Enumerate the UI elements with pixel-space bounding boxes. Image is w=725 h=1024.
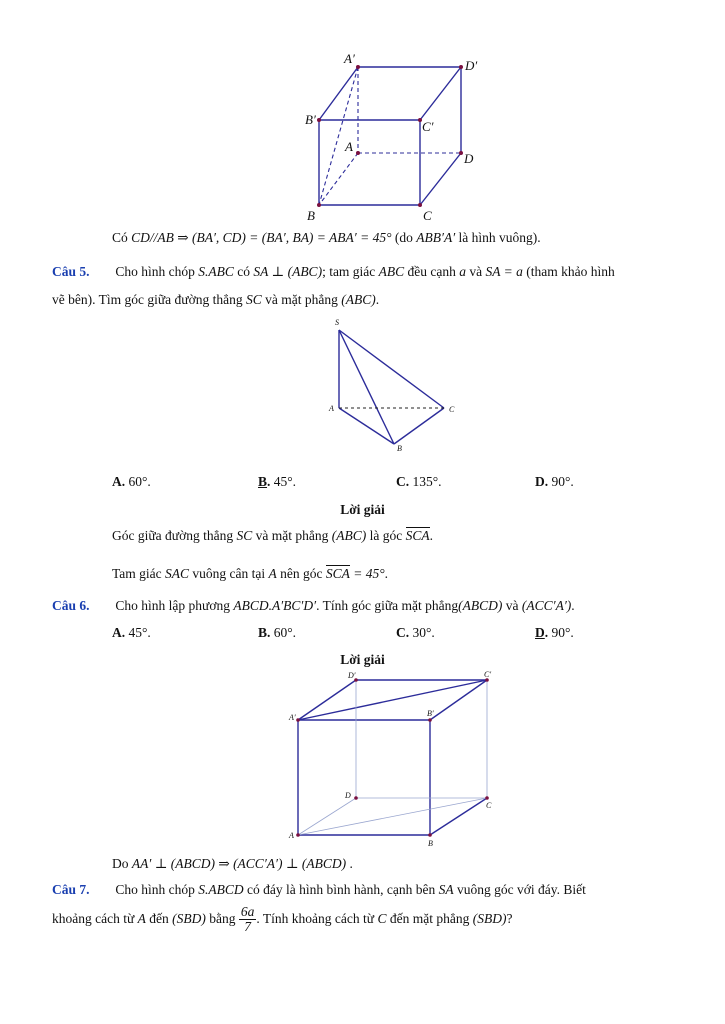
label-b-prime: B′ xyxy=(305,112,316,127)
text: và mặt phẳng xyxy=(255,528,329,543)
math-expression: CD//AB ⇒ (BA′, CD) = (BA′, BA) = ABA′ = 45° xyxy=(131,230,392,245)
text: có xyxy=(237,264,250,279)
math-expression: (ABCD) xyxy=(458,598,503,613)
text: và xyxy=(469,264,483,279)
text: đều cạnh xyxy=(407,264,456,279)
text: . xyxy=(375,292,380,307)
math-expression: (ABC) xyxy=(341,292,376,307)
fraction xyxy=(239,905,257,934)
label-b: B xyxy=(428,839,433,848)
text: (tham khảo hình xyxy=(526,264,615,279)
label-a-prime: A′ xyxy=(289,713,296,722)
question-number: Câu 6. xyxy=(52,598,90,613)
text: Cho hình lập phương xyxy=(115,598,230,613)
q5-option-b[interactable]: B. 45°. xyxy=(258,474,297,489)
text: Cho hình chóp xyxy=(115,882,195,897)
question-5-line-2 xyxy=(52,292,379,308)
angle-expression: SCA xyxy=(405,528,430,543)
math-expression: SA = a xyxy=(485,264,523,279)
q6-option-b[interactable] xyxy=(258,625,296,641)
math-expression: = 45° xyxy=(353,566,385,581)
math-expression: (SBD) xyxy=(472,911,507,926)
text: đến xyxy=(149,911,169,926)
question-7-line-2 xyxy=(52,904,512,934)
text: Do xyxy=(112,856,129,871)
math-expression: a xyxy=(459,264,467,279)
text: và mặt phẳng xyxy=(265,292,338,307)
solution-heading: Lời giải xyxy=(340,652,385,667)
math-expression: S.ABC xyxy=(198,264,234,279)
question-number: Câu 7. xyxy=(52,882,90,897)
math-expression: SAC xyxy=(165,566,190,581)
math-expression: SC xyxy=(236,528,253,543)
text: . xyxy=(571,598,575,613)
label-a: A xyxy=(289,831,294,840)
option-letter-correct: B xyxy=(258,474,268,489)
text: là góc xyxy=(369,528,403,543)
figure-cube-1 xyxy=(0,0,725,230)
text: có đáy là hình bình hành, cạnh bên xyxy=(247,882,436,897)
text: Góc giữa đường thẳng xyxy=(112,528,234,543)
option-letter: D. xyxy=(535,474,549,489)
fraction-numerator: 6a xyxy=(240,904,255,920)
text: vuông cân tại xyxy=(192,566,266,581)
math-expression: SA xyxy=(438,882,454,897)
label-c: C xyxy=(423,208,432,223)
text: vuông góc với đáy. Biết xyxy=(456,882,586,897)
text: vẽ bên). Tìm góc giữa đường thẳng xyxy=(52,292,243,307)
figure-cube-2 xyxy=(0,668,725,853)
label-a: A xyxy=(345,139,353,154)
figure-pyramid xyxy=(0,310,725,460)
question-6 xyxy=(52,598,575,614)
text: là hình vuông). xyxy=(458,230,541,245)
text: đến mặt phẳng xyxy=(389,911,470,926)
label-c-prime: C′ xyxy=(422,119,434,134)
label-b-prime: B′ xyxy=(427,709,434,718)
text: . Tính góc giữa mặt phẳng xyxy=(316,598,459,613)
label-a-prime: A′ xyxy=(344,51,355,66)
option-value: 60°. xyxy=(273,625,297,640)
option-value: 30°. xyxy=(412,625,435,640)
label-a: A xyxy=(329,404,334,413)
math-expression: AA′ ⊥ (ABCD) ⇒ (ACC′A′) ⊥ (ABCD) xyxy=(131,856,347,871)
option-letter: A. xyxy=(112,625,126,640)
label-d-prime: D′ xyxy=(348,671,356,680)
option-letter: C. xyxy=(396,474,410,489)
math-expression: A xyxy=(137,911,146,926)
option-value: 45°. xyxy=(128,625,151,640)
option-value: 45°. xyxy=(273,474,297,489)
q6-option-c[interactable] xyxy=(396,625,435,641)
label-c: C xyxy=(486,801,492,810)
solution-heading: Lời giải xyxy=(340,502,385,517)
option-letter: A. xyxy=(112,474,126,489)
text: bằng xyxy=(209,911,236,926)
question-number: Câu 5. xyxy=(52,264,90,279)
text: và xyxy=(505,598,519,613)
math-expression: A xyxy=(268,566,277,581)
option-value: 90°. xyxy=(551,474,574,489)
text: . xyxy=(384,566,389,581)
label-d: D xyxy=(464,151,474,166)
text: . Tính khoảng cách từ xyxy=(256,911,375,926)
text: ; tam giác xyxy=(322,264,376,279)
option-value: 60°. xyxy=(128,474,151,489)
label-d-prime: D′ xyxy=(465,58,478,73)
label-c-prime: C′ xyxy=(484,670,492,679)
math-expression: ABCD.A′BC′D′ xyxy=(233,598,317,613)
text: khoảng cách từ xyxy=(52,911,135,926)
option-value: 135°. xyxy=(412,474,442,489)
text: Cho hình chóp xyxy=(115,264,195,279)
solution-6-line-1 xyxy=(112,856,353,872)
option-letter: C. xyxy=(396,625,410,640)
q6-option-a[interactable] xyxy=(112,625,151,641)
q6-option-d[interactable]: D. 90°. xyxy=(535,625,574,640)
label-d: D xyxy=(345,791,351,800)
label-c: C xyxy=(449,405,455,414)
math-expression: (ABC) xyxy=(331,528,367,543)
question-7-line-1 xyxy=(52,882,586,898)
label-b: B xyxy=(397,444,402,453)
option-letter-correct: D xyxy=(535,625,545,640)
math-expression: ABB′A′ xyxy=(416,230,456,245)
math-expression: C xyxy=(377,911,387,926)
option-value: 90°. xyxy=(551,625,574,640)
solution-5-line-2 xyxy=(112,566,388,582)
solution-5-line-1 xyxy=(112,528,433,544)
q5-option-d[interactable] xyxy=(535,474,574,490)
text: Tam giác xyxy=(112,566,162,581)
fraction-denominator: 7 xyxy=(244,919,252,935)
math-expression: S.ABCD xyxy=(198,882,244,897)
option-letter: B. xyxy=(258,625,271,640)
math-expression: ABC xyxy=(378,264,405,279)
text: (do xyxy=(394,230,413,245)
solution-line-cube xyxy=(112,230,541,246)
text: ? xyxy=(506,911,513,926)
q5-option-c[interactable] xyxy=(396,474,442,490)
label-b: B xyxy=(307,208,315,223)
question-5-line-1 xyxy=(52,264,615,280)
math-expression: SA ⊥ (ABC) xyxy=(253,264,323,279)
math-expression: SC xyxy=(245,292,262,307)
math-expression: (SBD) xyxy=(172,911,206,926)
text: . xyxy=(429,528,434,543)
text: Có xyxy=(112,230,128,245)
text: . xyxy=(349,856,353,871)
label-s: S xyxy=(335,318,339,327)
q5-option-a[interactable] xyxy=(112,474,151,490)
angle-expression: SCA xyxy=(325,566,350,581)
math-expression: (ACC′A′) xyxy=(521,598,572,613)
text: nên góc xyxy=(280,566,323,581)
